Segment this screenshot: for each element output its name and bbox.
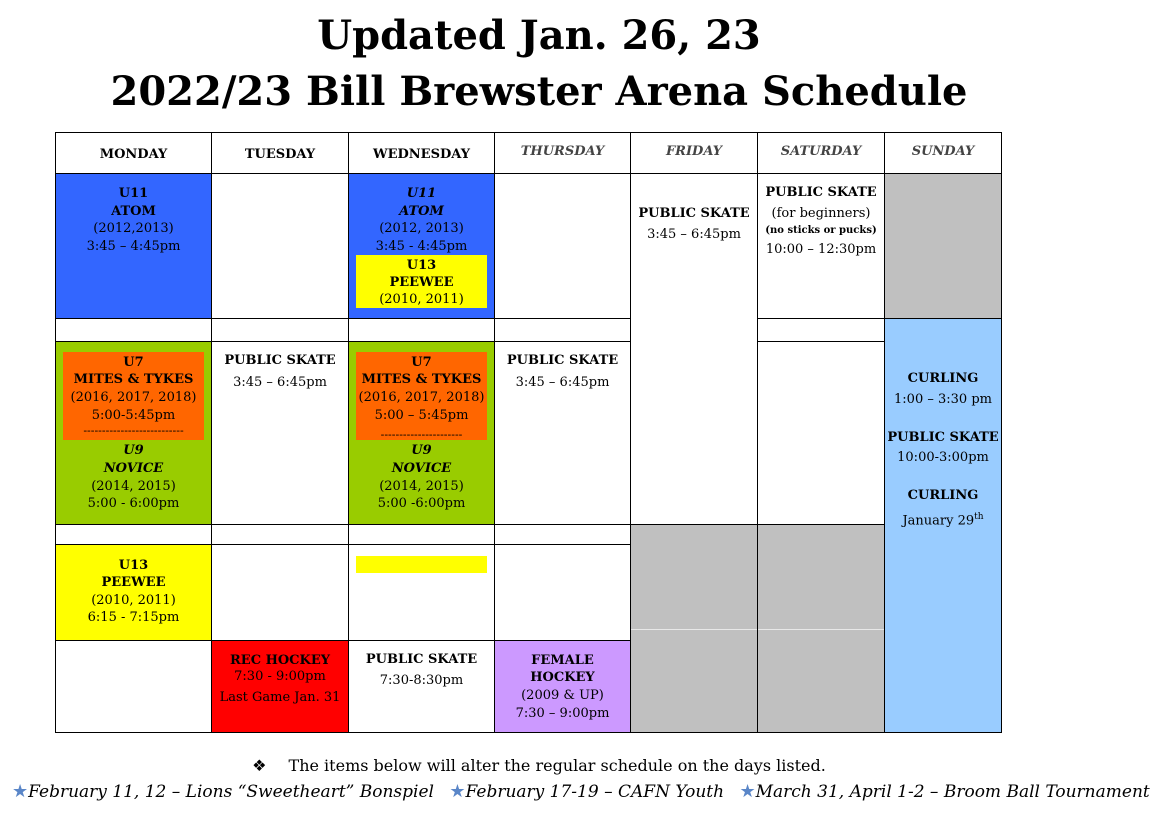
team-label: U7 xyxy=(411,355,432,370)
date-text: January 29 xyxy=(902,513,975,529)
wednesday-yellow-strip xyxy=(356,556,487,573)
team-label: FEMALE xyxy=(531,653,594,668)
friday-public-skate-text xyxy=(631,174,757,524)
tuesday-rec-hockey-text xyxy=(212,641,348,732)
birth-years: (2010, 2011) xyxy=(379,292,464,307)
event-item: February 17-19 – CAFN Youth xyxy=(465,782,725,802)
time-slot: 5:00-5:45pm xyxy=(91,408,176,423)
team-name: ATOM xyxy=(399,204,444,219)
header-thursday xyxy=(495,133,630,173)
day-label: TUESDAY xyxy=(244,147,316,162)
day-label: THURSDAY xyxy=(520,144,605,159)
birth-years: (2009 & UP) xyxy=(521,688,604,703)
schedule-title: 2022/23 Bill Brewster Arena Schedule xyxy=(110,68,968,115)
team-label: U11 xyxy=(406,186,437,201)
update-date-title: Updated Jan. 26, 23 xyxy=(317,12,761,59)
grid-line xyxy=(757,341,885,342)
note-text: The items below will alter the regular schedule on the days listed. xyxy=(288,756,826,775)
time-slot: 10:00-3:00pm xyxy=(897,450,989,465)
event-label: REC HOCKEY xyxy=(229,653,331,668)
team-label: U7 xyxy=(123,355,144,370)
sunday-gray-cell xyxy=(885,174,1001,318)
time-slot: 7:30-8:30pm xyxy=(379,673,464,688)
monday-u11-text xyxy=(56,174,211,318)
team-label: U9 xyxy=(123,443,144,458)
time-slot: 10:00 – 12:30pm xyxy=(765,242,877,257)
saturday-public-skate-text xyxy=(758,174,884,318)
time-slot: 3:45 – 4:45pm xyxy=(86,239,181,254)
event-label: CURLING xyxy=(907,488,979,503)
event-label: PUBLIC SKATE xyxy=(224,353,336,368)
date-suffix: th xyxy=(974,512,984,522)
header-tuesday xyxy=(212,133,348,173)
birth-years: (2014, 2015) xyxy=(91,479,176,494)
thursday-female-hockey-text xyxy=(495,641,630,732)
schedule-note xyxy=(0,756,1078,776)
team-label: U13 xyxy=(118,558,149,573)
time-slot: 5:00 -6:00pm xyxy=(377,496,466,511)
wednesday-u11-text xyxy=(349,174,494,256)
time-slot: 6:15 - 7:15pm xyxy=(87,610,180,625)
time-slot: 1:00 – 3:30 pm xyxy=(894,392,992,407)
team-label: U13 xyxy=(406,258,437,273)
wednesday-peewee-text xyxy=(349,255,494,308)
team-label: U9 xyxy=(411,443,432,458)
grid-line xyxy=(1001,132,1002,733)
diamond-bullet-icon: ❖ xyxy=(252,756,267,775)
tuesday-public-skate-text xyxy=(212,342,348,524)
grid-line xyxy=(55,524,885,525)
event-label: PUBLIC SKATE xyxy=(365,652,478,667)
date-label xyxy=(885,508,1001,530)
birth-years: (2016, 2017, 2018) xyxy=(70,390,197,405)
time-slot: 3:45 - 4:45pm xyxy=(375,239,468,254)
header-sunday xyxy=(885,133,1001,173)
time-slot: 3:45 – 6:45pm xyxy=(233,375,327,390)
event-item: March 31, April 1-2 – Broom Ball Tournament xyxy=(755,782,1150,802)
header-monday xyxy=(56,133,211,173)
star-icon: ★ xyxy=(449,781,466,802)
monday-novice-text xyxy=(56,440,211,524)
star-icon: ★ xyxy=(739,781,756,802)
header-wednesday xyxy=(349,133,494,173)
team-label: U11 xyxy=(118,186,149,201)
team-name: MITES & TYKES xyxy=(73,372,194,387)
birth-years: (2012,2013) xyxy=(93,221,174,236)
event-label: PUBLIC SKATE xyxy=(887,430,999,445)
team-name: ATOM xyxy=(111,204,156,219)
grid-line xyxy=(55,732,1002,733)
team-name: PEEWEE xyxy=(101,575,166,590)
note-label: Last Game Jan. 31 xyxy=(219,690,341,705)
event-label: PUBLIC SKATE xyxy=(765,185,877,200)
event-note: (for beginners) xyxy=(771,206,871,221)
day-label: FRIDAY xyxy=(665,144,723,159)
sunday-schedule-text xyxy=(885,319,1001,732)
time-slot: 7:30 - 9:00pm xyxy=(234,669,326,684)
time-slot: 3:45 – 6:45pm xyxy=(647,227,741,242)
header-saturday xyxy=(758,133,884,173)
time-slot: 5:00 - 6:00pm xyxy=(87,496,180,511)
birth-years: (2014, 2015) xyxy=(379,479,464,494)
event-label: PUBLIC SKATE xyxy=(638,206,750,221)
team-name: PEEWEE xyxy=(389,275,454,290)
day-label: WEDNESDAY xyxy=(373,147,470,162)
day-label: SUNDAY xyxy=(911,144,975,159)
event-label: CURLING xyxy=(907,371,979,386)
wednesday-novice-text xyxy=(349,440,494,524)
star-icon: ★ xyxy=(12,781,29,802)
divider-dashes: --------------------------- xyxy=(83,424,184,437)
grid-line xyxy=(631,629,885,630)
birth-years: (2010, 2011) xyxy=(91,593,176,608)
team-name: NOVICE xyxy=(391,461,452,476)
monday-peewee-text xyxy=(56,545,211,640)
header-friday xyxy=(631,133,757,173)
team-name: NOVICE xyxy=(103,461,164,476)
day-label: MONDAY xyxy=(99,147,168,162)
team-name: MITES & TYKES xyxy=(361,372,482,387)
event-label: PUBLIC SKATE xyxy=(506,353,619,368)
special-events-list xyxy=(12,781,1150,803)
wednesday-mites-text xyxy=(349,352,494,442)
monday-mites-text xyxy=(56,352,211,442)
time-slot: 3:45 – 6:45pm xyxy=(515,375,610,390)
event-item: February 11, 12 – Lions “Sweetheart” Bonspiel xyxy=(28,782,434,802)
wednesday-public-skate-text xyxy=(349,641,494,732)
birth-years: (2012, 2013) xyxy=(379,221,464,236)
divider-dashes: ---------------------- xyxy=(380,428,463,441)
thursday-public-skate-text xyxy=(495,342,630,524)
grid-line xyxy=(55,318,631,319)
day-label: SATURDAY xyxy=(780,144,862,159)
team-name: HOCKEY xyxy=(530,670,595,685)
time-slot: 5:00 – 5:45pm xyxy=(374,408,469,423)
event-note: (no sticks or pucks) xyxy=(765,225,877,236)
time-slot: 7:30 – 9:00pm xyxy=(515,706,610,721)
birth-years: (2016, 2017, 2018) xyxy=(358,390,485,405)
